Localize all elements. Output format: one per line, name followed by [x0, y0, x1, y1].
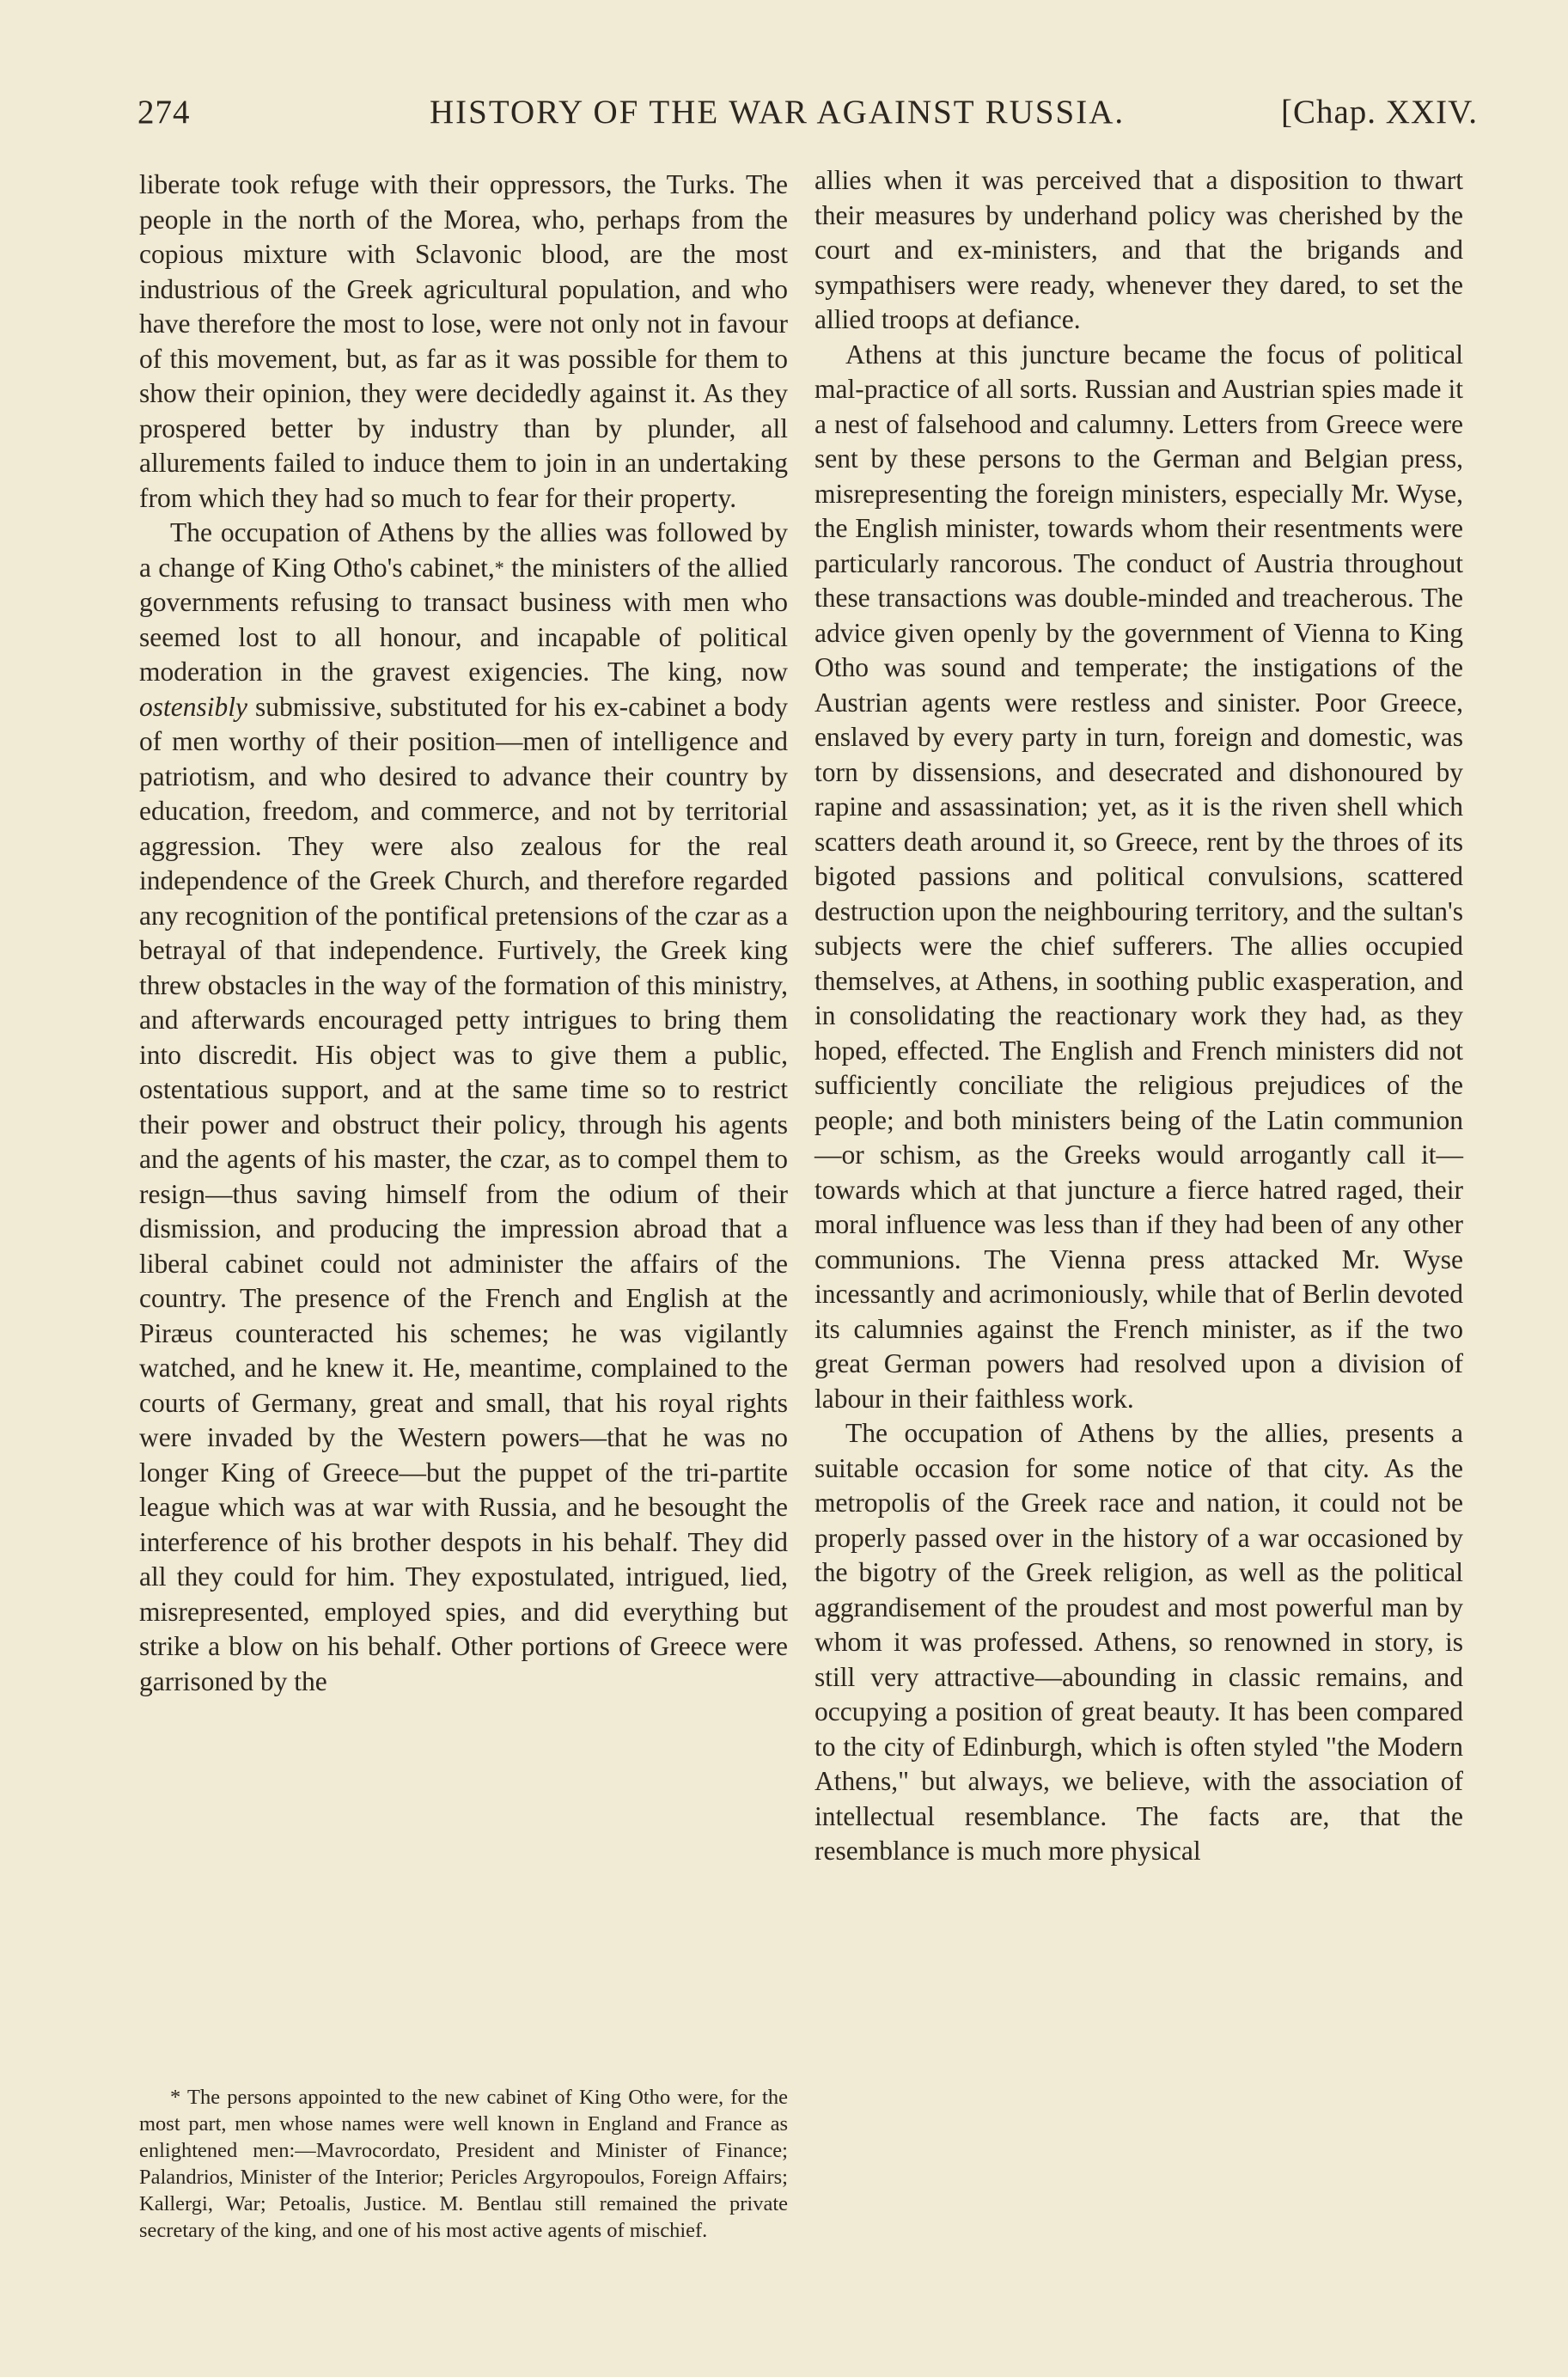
- footnote-marker: *: [494, 556, 504, 578]
- footnote-text: The persons appointed to the new cabinet of King Otho were, for the most part, men whose names were well known in England and France as enlightened men:—Mavrocordato, President and Minister of Finance; Palandrios, Minister of the Interior; Pericles Argyropoulos, Foreign Affairs; Kallergi, War; Petoalis, Justice. M. Bentlau still remained the private secretary of the king, and one of his most active agents of mischief.: [139, 2086, 788, 2242]
- paragraph: [139, 516, 788, 1699]
- paragraph: liberate took refuge with their oppressors, the Turks. The people in the north of the Morea, who, perhaps from the copious mixture with Sclavonic blood, are the most industrious of the Greek agricultural population, and who have therefore the most to lose, were not only not in favour of this movement, but, as far as it was possible for them to show their opinion, they were decidedly against it. As they prospered better by industry than by plunder, all allurements failed to induce them to join in an undertaking from which they had so much to fear for their property.: [139, 169, 788, 513]
- left-column: [139, 168, 788, 1699]
- footnote-marker: *: [170, 2086, 181, 2109]
- page-number: 274: [137, 94, 191, 131]
- footnote: [139, 2084, 788, 2244]
- running-title: HISTORY OF THE WAR AGAINST RUSSIA.: [430, 94, 1126, 131]
- text-run: the ministers of the allied governments refusing to transact business with men who seemed lost to all honour, and incapable of political moderation in the gravest exigencies. The king, now: [139, 552, 788, 687]
- italic-text: ostensibly: [139, 691, 247, 722]
- paragraph: Athens at this juncture became the focus of political mal-practice of all sorts. Russian and Austrian spies made it a nest of falsehood and calumny. Letters from Greece were sent by these persons to the German and Belgian press, misrepresenting the foreign ministers, especially Mr. Wyse, the English minister, towards whom their resentments were particularly rancorous. The conduct of Austria throughout these transactions was double-minded and treacherous. The advice given openly by the government of Vienna to King Otho was sound and temperate; the instigations of the Austrian agents were restless and sinister. Poor Greece, enslaved by every party in turn, foreign and domestic, was torn by dissensions, and desecrated and dishonoured by rapine and assassination; yet, as it is the riven shell which scatters death around it, so Greece, rent by the throes of its bigoted passions and political convulsions, scattered destruction upon the neighbouring territory, and the sultan's subjects were the chief sufferers. The allies occupied themselves, at Athens, in soothing public exasperation, and in consolidating the reactionary work they had, as they hoped, effected. The English and French ministers did not sufficiently conciliate the religious prejudices of the people; and both ministers being of the Latin communion—or schism, as the Greeks would arrogantly call it—towards which at that juncture a fierce hatred raged, their moral influence was less than if they had been of any other communions. The Vienna press attacked Mr. Wyse incessantly and acrimoniously, while that of Berlin devoted its calumnies against the French minister, as if the two great German powers had resolved upon a division of labour in their faithless work.: [815, 339, 1463, 1414]
- paragraph: allies when it was perceived that a disposition to thwart their measures by underhand policy was cherished by the court and ex-ministers, and that the brigands and sympathisers were ready, whenever they dared, to set the allied troops at defiance.: [815, 165, 1463, 334]
- text-run: The occupation of Athens by the allies was followed by a change of King Otho's cabinet,: [139, 517, 788, 583]
- footnote-paragraph: [139, 2084, 788, 2244]
- text-run: submissive, substituted for his ex-cabinet a body of men worthy of their position—men of intelligence and patriotism, and who desired to advance their country by education, freedom, and commerce, and not by territorial aggression. They were also zealous for the real independence of the Greek Church, and therefore regarded any recognition of the pontifical pretensions of the czar as a betrayal of that independence. Furtively, the Greek king threw obstacles in the way of the formation of this ministry, and afterwards encouraged petty intrigues to bring them into discredit. His object was to give them a public, ostentatious support, and at the same time so to restrict their power and obstruct their policy, through his agents and the agents of his master, the czar, as to compel them to resign—thus saving himself from the odium of their dismission, and producing the impression abroad that a liberal cabinet could not administer the affairs of the country. The presence of the French and English at the Piræus counteracted his schemes; he was vigilantly watched, and he knew it. He, meantime, complained to the courts of Germany, great and small, that his royal rights were invaded by the Western powers—that he was no longer King of Greece—but the puppet of the tri-partite league which was at war with Russia, and he besought the interference of his brother despots in his behalf. They did all they could for him. They expostulated, intrigued, lied, misrepresented, employed spies, and did everything but strike a blow on his behalf. Other portions of Greece were garrisoned by the: [139, 691, 788, 1696]
- paragraph: The occupation of Athens by the allies, presents a suitable occasion for some notice of that city. As the metropolis of the Greek race and nation, it could not be properly passed over in the history of a war occasioned by the bigotry of the Greek religion, as well as the political aggrandisement of the proudest and most powerful man by whom it was professed. Athens, so renowned in story, is still very attractive—abounding in classic remains, and occupying a position of great beauty. It has been compared to the city of Edinburgh, which is often styled "the Modern Athens," but always, we believe, with the association of intellectual resemblance. The facts are, that the resemblance is much more physical: [815, 1418, 1463, 1866]
- running-header: [137, 86, 1478, 137]
- right-column: [815, 163, 1463, 1869]
- chapter-label: [Chap. XXIV.: [1280, 94, 1478, 131]
